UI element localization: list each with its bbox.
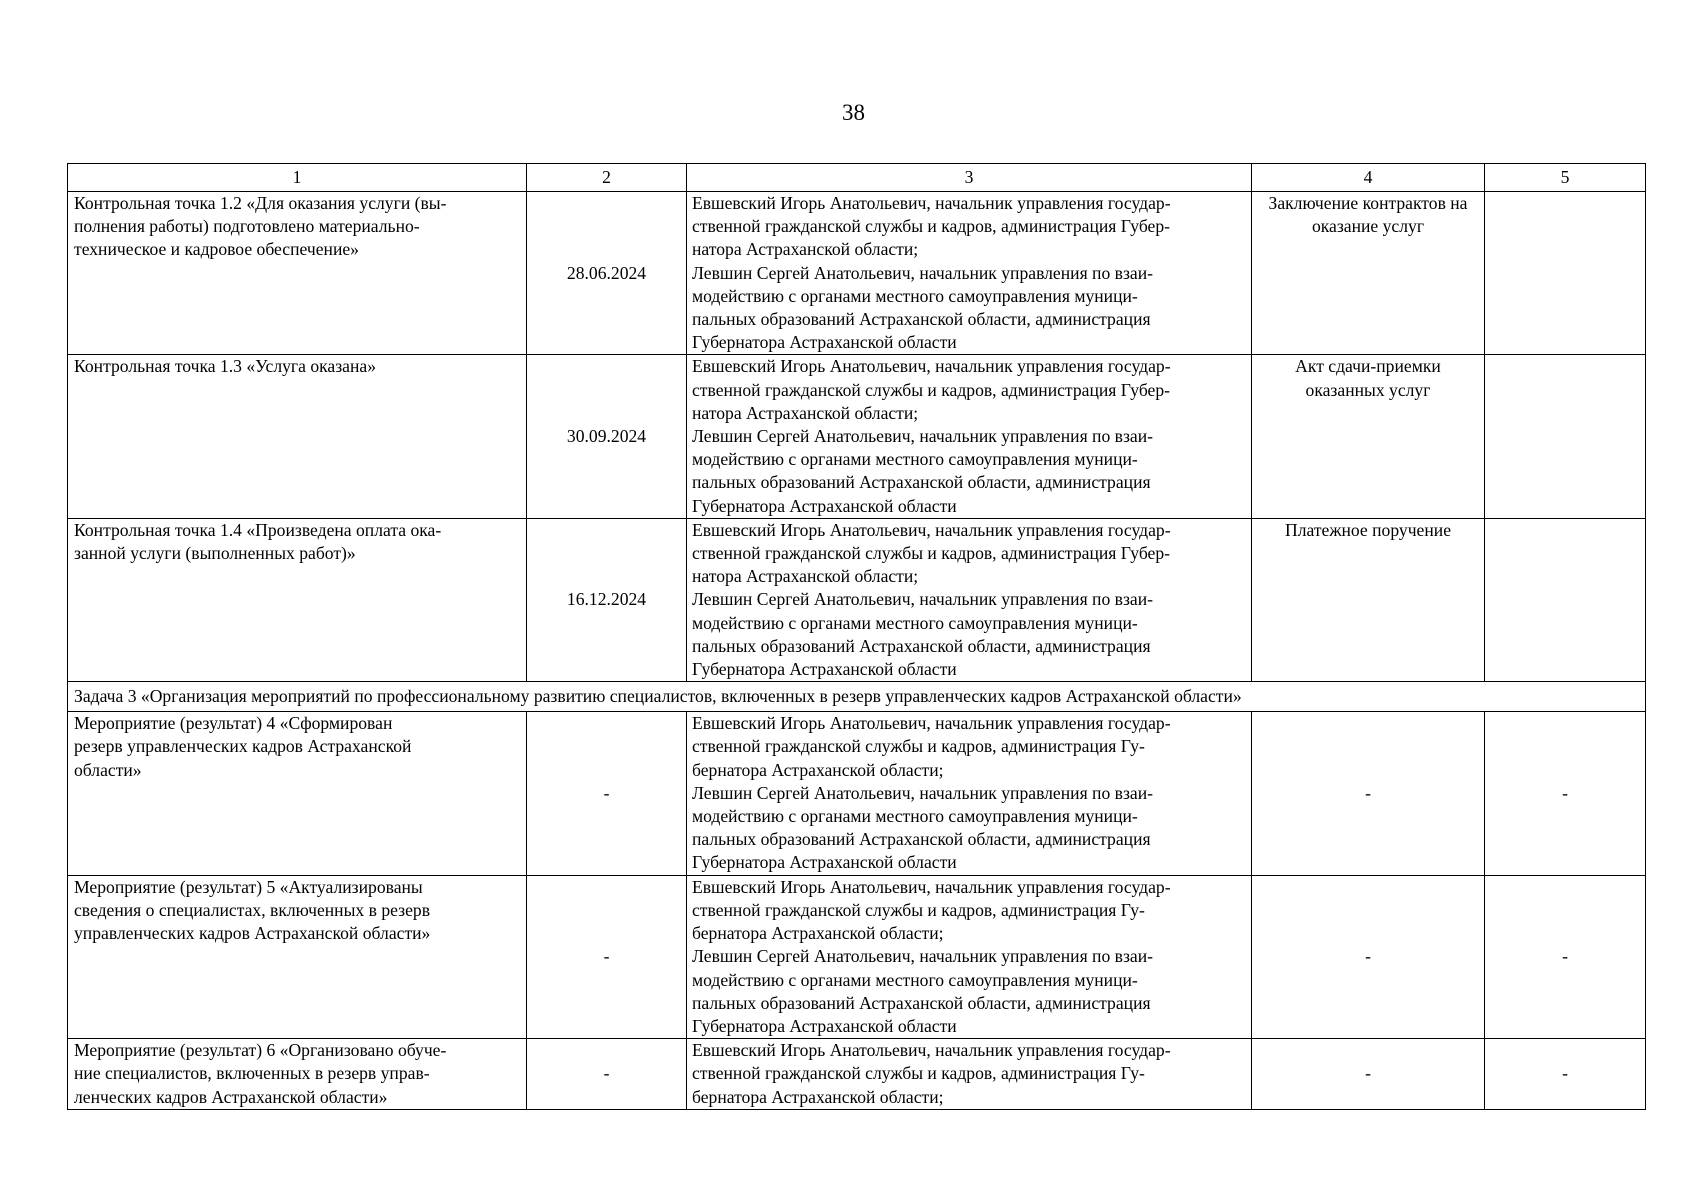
column-5-value: - [1485, 712, 1646, 875]
table-row [68, 355, 1646, 518]
responsible-persons: Евшевский Игорь Анатольевич, начальник управления государ- ственной гражданской службы и кадров, администрация Губер- натора Астраханской области; Левшин Сергей Анатольевич, начальник управления по взаи- модействию с органами местного самоуправления муници- пальных образований Астраханской области, администрация Губернатора Астраханской области [687, 355, 1252, 518]
table-row [68, 1039, 1646, 1110]
column-5-value [1485, 518, 1646, 681]
responsible-persons: Евшевский Игорь Анатольевич, начальник управления государ- ственной гражданской службы и кадров, администрация Гу- бернатора Астраханской области; [687, 1039, 1252, 1110]
activity-name: Мероприятие (результат) 6 «Организовано обуче- ние специалистов, включенных в резерв управ- ленческих кадров Астраханской области» [68, 1039, 527, 1110]
responsible-persons: Евшевский Игорь Анатольевич, начальник управления государ- ственной гражданской службы и кадров, администрация Губер- натора Астраханской области; Левшин Сергей Анатольевич, начальник управления по взаи- модействию с органами местного самоуправления муници- пальных образований Астраханской области, администрация Губернатора Астраханской области [687, 192, 1252, 355]
task-heading: Задача 3 «Организация мероприятий по профессиональному развитию специалистов, включенных в резерв управленческих кадров Астраханской области» [68, 682, 1646, 712]
plan-table [67, 163, 1646, 1110]
document-type: Платежное поручение [1252, 518, 1485, 681]
column-5-value [1485, 192, 1646, 355]
document-type: - [1252, 1039, 1485, 1110]
responsible-persons: Евшевский Игорь Анатольевич, начальник управления государ- ственной гражданской службы и кадров, администрация Губер- натора Астраханской области; Левшин Сергей Анатольевич, начальник управления по взаи- модействию с органами местного самоуправления муници- пальных образований Астраханской области, администрация Губернатора Астраханской области [687, 518, 1252, 681]
page-number: 38 [842, 100, 865, 125]
deadline-date: - [527, 1039, 687, 1110]
table-row [68, 712, 1646, 875]
deadline-date: 30.09.2024 [527, 355, 687, 518]
column-header-5: 5 [1485, 164, 1646, 192]
table-row [68, 875, 1646, 1038]
control-point-name: Контрольная точка 1.2 «Для оказания услуги (вы- полнения работы) подготовлено материально- техническое и кадровое обеспечение» [68, 192, 527, 355]
control-point-name: Контрольная точка 1.3 «Услуга оказана» [68, 355, 527, 518]
task-row [68, 682, 1646, 712]
responsible-persons: Евшевский Игорь Анатольевич, начальник управления государ- ственной гражданской службы и кадров, администрация Гу- бернатора Астраханской области; Левшин Сергей Анатольевич, начальник управления по взаи- модействию с органами местного самоуправления муници- пальных образований Астраханской области, администрация Губернатора Астраханской области [687, 875, 1252, 1038]
control-point-name: Контрольная точка 1.4 «Произведена оплата ока- занной услуги (выполненных работ)» [68, 518, 527, 681]
header-row [68, 164, 1646, 192]
activity-name: Мероприятие (результат) 5 «Актуализированы сведения о специалистах, включенных в резерв управленческих кадров Астраханской области» [68, 875, 527, 1038]
document-type: Заключение контрактов на оказание услуг [1252, 192, 1485, 355]
deadline-date: - [527, 712, 687, 875]
document-type: - [1252, 712, 1485, 875]
activity-name: Мероприятие (результат) 4 «Сформирован резерв управленческих кадров Астраханской области» [68, 712, 527, 875]
document-type: - [1252, 875, 1485, 1038]
column-header-2: 2 [527, 164, 687, 192]
deadline-date: - [527, 875, 687, 1038]
column-header-4: 4 [1252, 164, 1485, 192]
column-5-value [1485, 355, 1646, 518]
column-5-value: - [1485, 1039, 1646, 1110]
column-5-value: - [1485, 875, 1646, 1038]
table-row [68, 192, 1646, 355]
column-header-1: 1 [68, 164, 527, 192]
deadline-date: 16.12.2024 [527, 518, 687, 681]
document-type: Акт сдачи-приемки оказанных услуг [1252, 355, 1485, 518]
column-header-3: 3 [687, 164, 1252, 192]
deadline-date: 28.06.2024 [527, 192, 687, 355]
responsible-persons: Евшевский Игорь Анатольевич, начальник управления государ- ственной гражданской службы и кадров, администрация Гу- бернатора Астраханской области; Левшин Сергей Анатольевич, начальник управления по взаи- модействию с органами местного самоуправления муници- пальных образований Астраханской области, администрация Губернатора Астраханской области [687, 712, 1252, 875]
table-row [68, 518, 1646, 681]
